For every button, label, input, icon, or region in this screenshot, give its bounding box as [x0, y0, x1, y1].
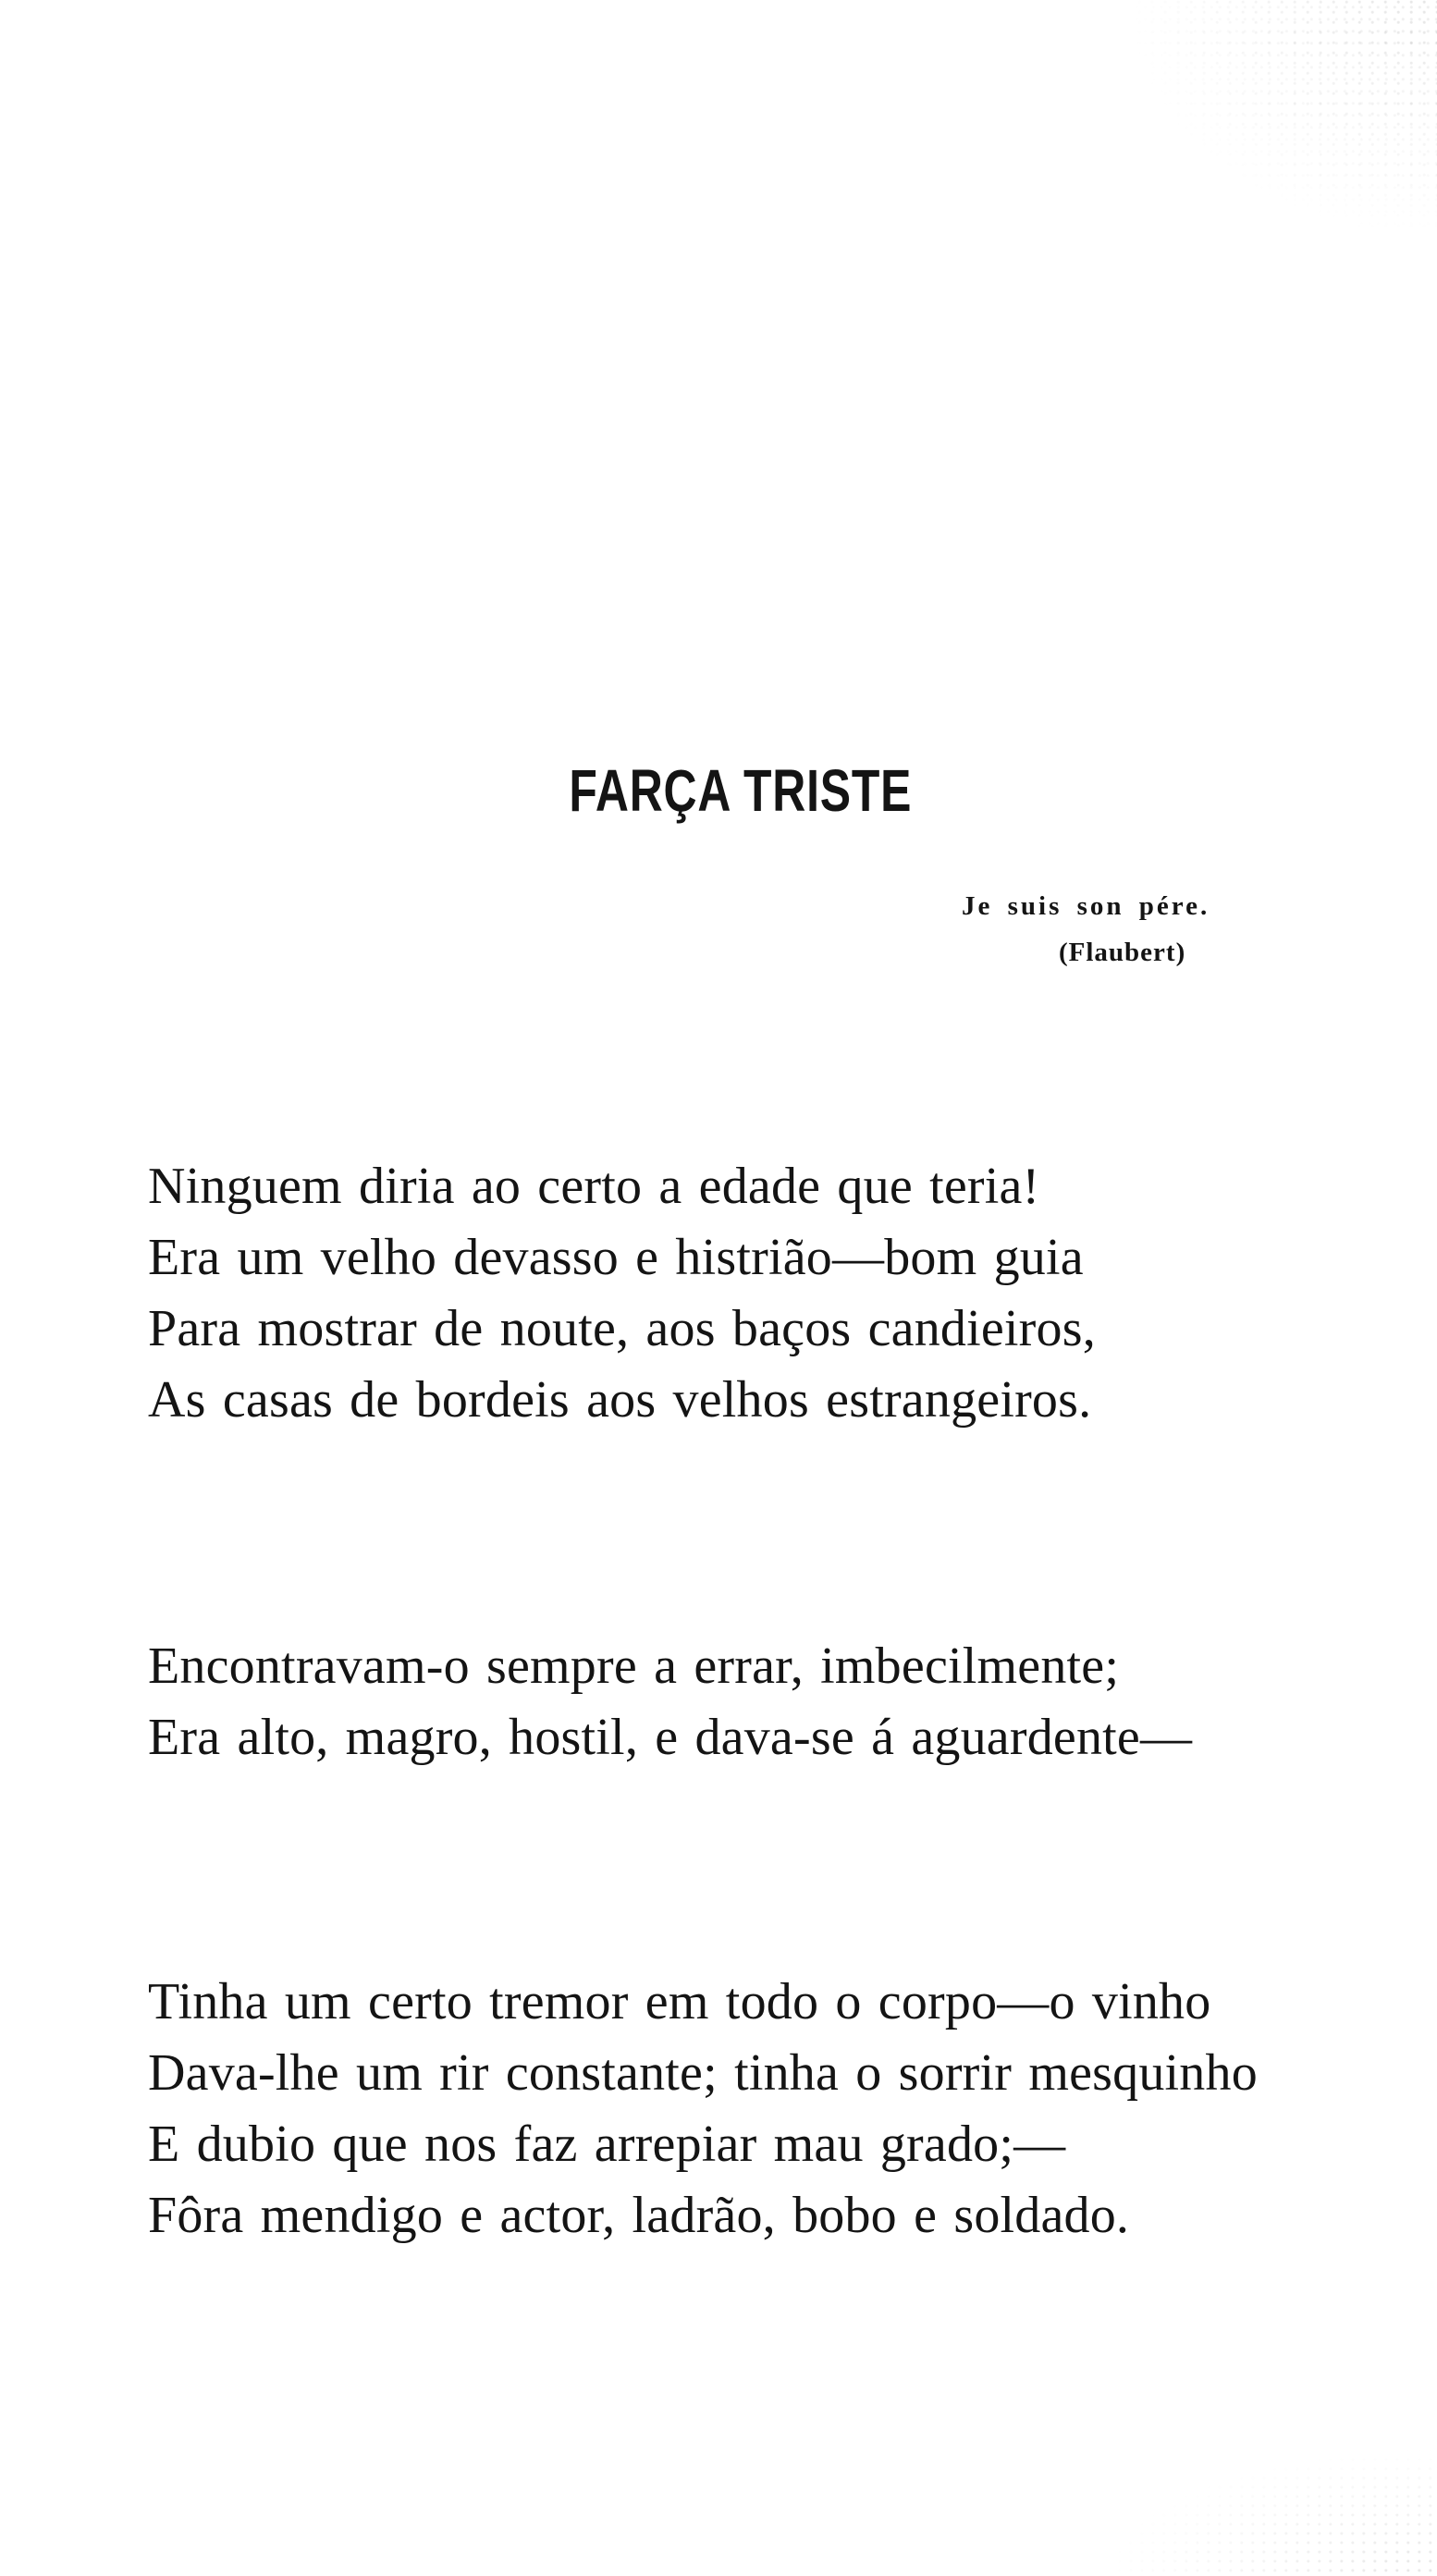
verse-line: Para mostrar de noute, aos baços candieiros,	[148, 1300, 1096, 1357]
verse-line: Ninguem diria ao certo a edade que teria!	[148, 1158, 1040, 1215]
verse-line: Dava-lhe um rir constante; tinha o sorrir mesquinho	[148, 2044, 1258, 2102]
scan-noise-top-right	[1123, 0, 1437, 240]
epigraph-quote: Je suis son pére.	[962, 891, 1210, 921]
epigraph	[962, 883, 1210, 975]
stanza-3	[148, 1967, 1313, 2251]
verse-line: As casas de bordeis aos velhos estrangeiros.	[148, 1371, 1092, 1429]
verse-line: Encontravam-o sempre a errar, imbecilmente;	[148, 1638, 1120, 1695]
stanza-1	[148, 1151, 1313, 1436]
poem-title: FARÇA TRISTE	[569, 757, 913, 824]
verse-line: Era alto, magro, hostil, e dava-se á aguardente—	[148, 1709, 1193, 1766]
verse-line: Tinha um certo tremor em todo o corpo—o vinho	[148, 1973, 1211, 2030]
verse-line: Fôra mendigo e actor, ladrão, bobo e soldado.	[148, 2187, 1130, 2244]
epigraph-author: (Flaubert)	[1059, 938, 1186, 967]
verse-line: E dubio que nos faz arrepiar mau grado;—	[148, 2116, 1066, 2173]
verse-line: Era um velho devasso e histrião—bom guia	[148, 1229, 1084, 1286]
scan-noise-bottom-right	[1104, 2447, 1437, 2576]
stanza-2	[148, 1631, 1313, 1773]
